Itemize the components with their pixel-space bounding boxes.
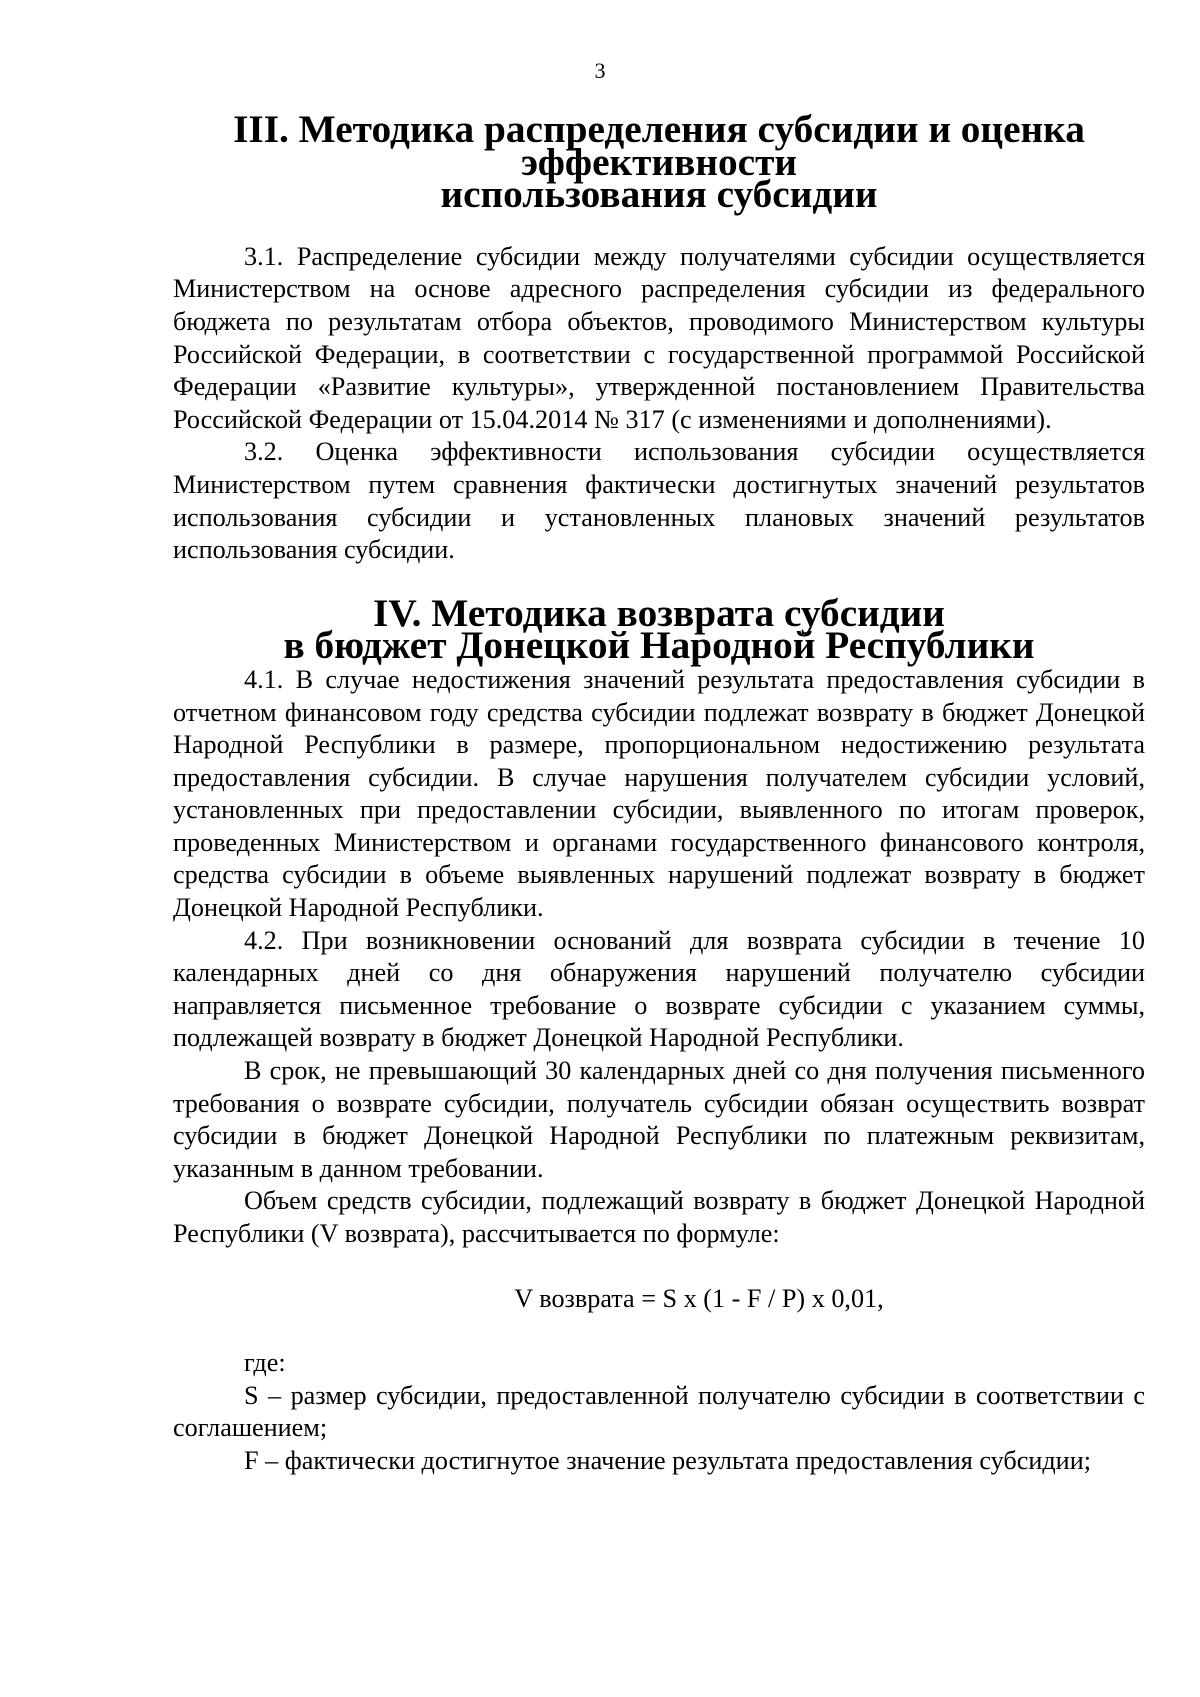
return-formula: V возврата = S x (1 - F / P) x 0,01, (514, 1283, 884, 1313)
paragraph-3-2: 3.2. Оценка эффективности использования субсидии осуществляется Министерством путем сравнения фактически достигнутых значений результатов использования субсидии и установленных плановых значений результатов использования субсидии. (173, 437, 1145, 565)
document-body (173, 107, 1145, 1478)
paragraph-volume: Объем средств субсидии, подлежащий возврату в бюджет Донецкой Народной Республики (V возврата), рассчитывается по формуле: (173, 1186, 1145, 1248)
section-4-heading-line-1: IV. Методика возврата субсидии (373, 590, 945, 635)
section-4-heading (173, 590, 1145, 668)
paragraph-3-1: 3.1. Распределение субсидии между получателями субсидии осуществляется Министерством на основе адресного распределения субсидии из федерального бюджета по результатам отбора объектов, проводимого Министерством культуры Российской Федерации, в соответствии с государственной программой Российской Федерации «Развитие культуры», утвержденной постановлением Правительства Российской Федерации от 15.04.2014 № 317 (с изменениями и дополнениями). (173, 241, 1145, 434)
section-3-heading-line-2: использования субсидии (440, 172, 878, 217)
section-3-heading (173, 107, 1145, 217)
page-number: 3 (594, 58, 606, 83)
paragraph-4-2: 4.2. При возникновении оснований для возврата субсидии в течение 10 календарных дней со дня обнаружения нарушений получателю субсидии направляется письменное требование о возврате субсидии с указанием суммы, подлежащей возврату в бюджет Донецкой Народной Республики. (173, 925, 1145, 1053)
section-3-heading-line-1: III. Методика распределения субсидии и оценка эффективности (233, 107, 1085, 184)
where-label: где: (244, 1348, 286, 1378)
definition-s: S – размер субсидии, предоставленной получателю субсидии в соответствии с соглашением; (173, 1380, 1145, 1443)
definition-f: F – фактически достигнутое значение результата предоставления субсидии; (244, 1445, 1091, 1475)
section-4-heading-line-2: в бюджет Донецкой Народной Республики (283, 623, 1035, 668)
paragraph-4-1: 4.1. В случае недостижения значений результата предоставления субсидии в отчетном финансовом году средства субсидии подлежат возврату в бюджет Донецкой Народной Республики в размере, пропорциональном недостижению результата предоставления субсидии. В случае нарушения получателем субсидии условий, установленных при предоставлении субсидии, выявленного по итогам проверок, проведенных Министерством и органами государственного финансового контроля, средства субсидии в объеме выявленных нарушений подлежат возврату в бюджет Донецкой Народной Республики. (173, 664, 1145, 923)
paragraph-deadline: В срок, не превышающий 30 календарных дней со дня получения письменного требования о возврате субсидии, получатель субсидии обязан осуществить возврат субсидии в бюджет Донецкой Народной Республики по платежным реквизитам, указанным в данном требовании. (173, 1056, 1145, 1183)
